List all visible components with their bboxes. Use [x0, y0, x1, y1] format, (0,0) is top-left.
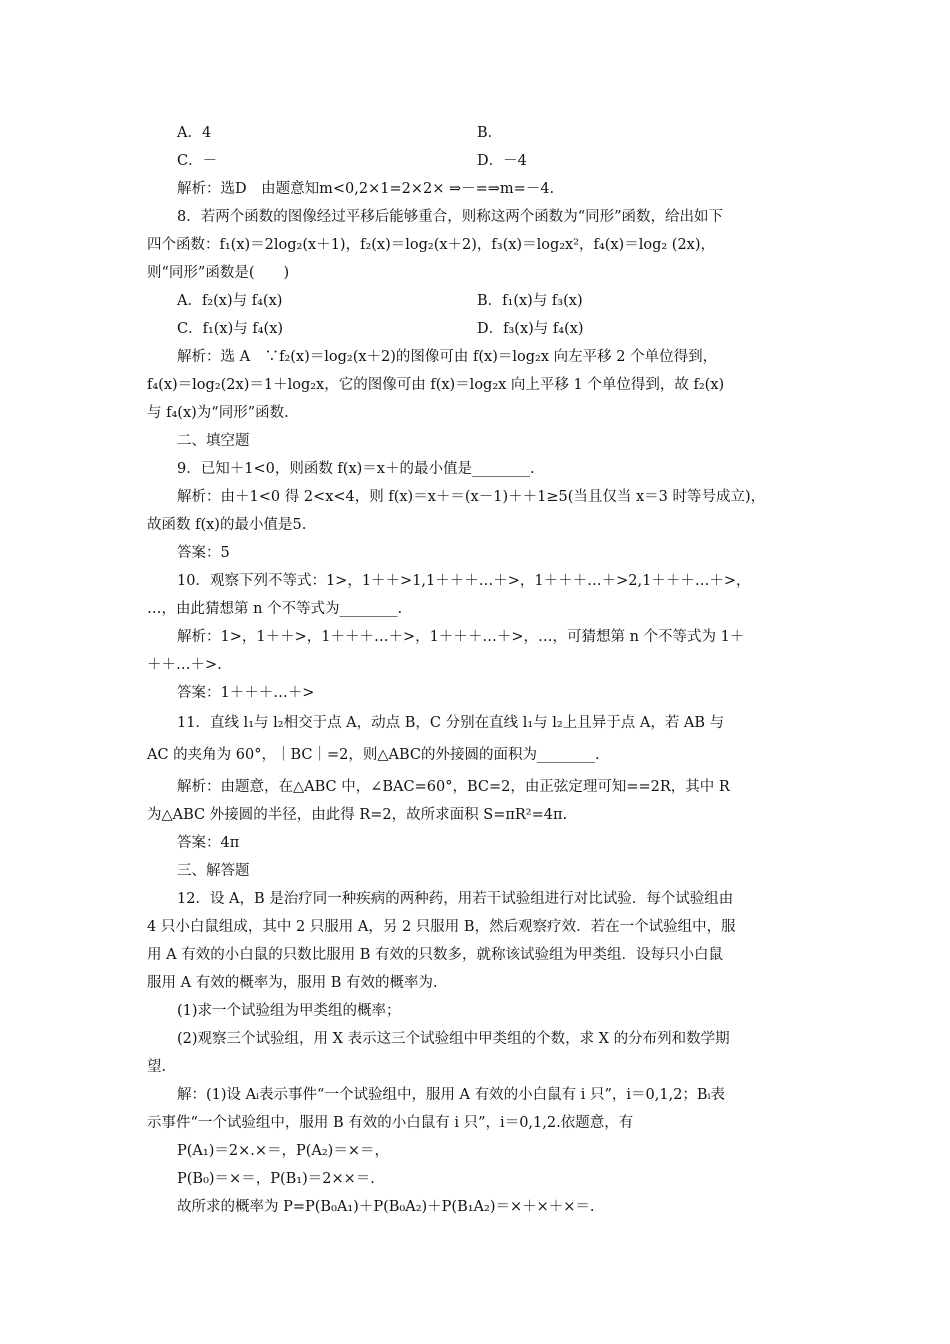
solution-q11-line1: 解析：由题意，在△ABC 中，∠BAC=60°，BC=2，由正弦定理可知==2R，其中 R	[177, 779, 730, 795]
solution-q11-line2: 为△ABC 外接圆的半径，由此得 R=2，故所求面积 S=πR²=4π.	[147, 807, 568, 823]
option-a-q7: A．4	[177, 125, 212, 141]
solution-q8-line3: 与 f₄(x)为“同形”函数.	[147, 405, 289, 421]
question-8-line1: 8．若两个函数的图像经过平移后能够重合，则称这两个函数为“同形”函数，给出如下	[177, 209, 724, 225]
option-c-q7: C．－	[177, 153, 218, 169]
question-12-part1: (1)求一个试验组为甲类组的概率；	[177, 1003, 401, 1019]
solution-q10-line1: 解析：1>，1＋＋>，1＋＋＋…＋>，1＋＋＋…＋>，…，可猜想第 n 个不等式为 1＋	[177, 629, 745, 645]
answer-q9: 答案：5	[177, 545, 230, 561]
question-12-line4: 服用 A 有效的概率为，服用 B 有效的概率为.	[147, 975, 438, 991]
question-10-line2: …，由此猜想第 n 个不等式为________.	[147, 601, 403, 617]
question-12-line2: 4 只小白鼠组成，其中 2 只服用 A，另 2 只服用 B，然后观察疗效．若在一个试验组中，服	[147, 919, 736, 935]
section-heading-solve: 三、解答题	[177, 863, 250, 879]
option-b-q8: B．f₁(x)与 f₃(x)	[477, 293, 583, 309]
option-a-q8: A．f₂(x)与 f₄(x)	[177, 293, 283, 309]
question-12-line3: 用 A 有效的小白鼠的只数比服用 B 有效的只数多，就称该试验组为甲类组．设每只小白鼠	[147, 947, 724, 963]
solution-q12-line4: P(B₀)＝×＝，P(B₁)＝2××＝.	[177, 1171, 375, 1187]
answer-q10: 答案：1＋＋＋…＋>	[177, 685, 315, 701]
solution-q12-line5: 故所求的概率为 P=P(B₀A₁)＋P(B₀A₂)＋P(B₁A₂)＝×＋×＋×＝.	[177, 1199, 595, 1215]
option-d-q8: D．f₃(x)与 f₄(x)	[477, 321, 584, 337]
section-heading-fill-in: 二、填空题	[177, 433, 250, 449]
question-8-line2: 四个函数：f₁(x)＝2log₂(x＋1)，f₂(x)＝log₂(x＋2)，f₃(x)＝log₂x²，f₄(x)＝log₂ (2x)，	[147, 237, 716, 253]
question-12-line1: 12．设 A，B 是治疗同一种疾病的两种药，用若干试验组进行对比试验．每个试验组由	[177, 891, 734, 907]
option-b-q7: B．	[477, 125, 503, 141]
option-d-q7: D．－4	[477, 153, 527, 169]
question-11-line1: 11．直线 l₁与 l₂相交于点 A，动点 B，C 分别在直线 l₁与 l₂上且异于点 A，若 AB 与	[177, 715, 725, 731]
question-8-line3: 则“同形”函数是( )	[147, 265, 290, 281]
question-9: 9．已知＋1<0，则函数 f(x)＝x＋的最小值是________.	[177, 461, 535, 477]
solution-q10-line2: ＋＋…＋>.	[147, 657, 222, 673]
question-12-part2-line2: 望.	[147, 1059, 167, 1075]
solution-q12-line3: P(A₁)＝2×.×＝，P(A₂)＝×＝，	[177, 1143, 389, 1159]
solution-q9-line1: 解析：由＋1<0 得 2<x<4，则 f(x)＝x＋＝(x－1)＋＋1≥5(当且仅当 x＝3 时等号成立)，	[177, 489, 766, 505]
solution-q12-line1: 解：(1)设 Aᵢ表示事件“一个试验组中，服用 A 有效的小白鼠有 i 只”，i＝0,1,2；Bᵢ表	[177, 1087, 726, 1103]
answer-q11: 答案：4π	[177, 835, 240, 851]
question-12-part2-line1: (2)观察三个试验组，用 X 表示这三个试验组中甲类组的个数，求 X 的分布列和数学期	[177, 1031, 730, 1047]
solution-q8-line2: f₄(x)＝log₂(2x)＝1＋log₂x，它的图像可由 f(x)＝log₂x 向上平移 1 个单位得到，故 f₂(x)	[147, 377, 725, 393]
question-11-line2: AC 的夹角为 60°，｜BC｜=2，则△ABC的外接圆的面积为________.	[147, 747, 600, 763]
solution-q9-line2: 故函数 f(x)的最小值是5.	[147, 517, 307, 533]
solution-q8-line1: 解析：选 A ∵f₂(x)＝log₂(x＋2)的图像可由 f(x)＝log₂x 向左平移 2 个单位得到，	[177, 349, 718, 365]
question-10-line1: 10．观察下列不等式：1>，1＋＋>1,1＋＋＋…＋>，1＋＋＋…＋>2,1＋＋＋…＋>，	[177, 573, 751, 589]
solution-q7: 解析：选D 由题意知m<0,2×1=2×2× ⇒－=⇒m=－4.	[177, 181, 555, 197]
solution-q12-line2: 示事件“一个试验组中，服用 B 有效的小白鼠有 i 只”，i＝0,1,2.依题意，有	[147, 1115, 634, 1131]
option-c-q8: C．f₁(x)与 f₄(x)	[177, 321, 284, 337]
